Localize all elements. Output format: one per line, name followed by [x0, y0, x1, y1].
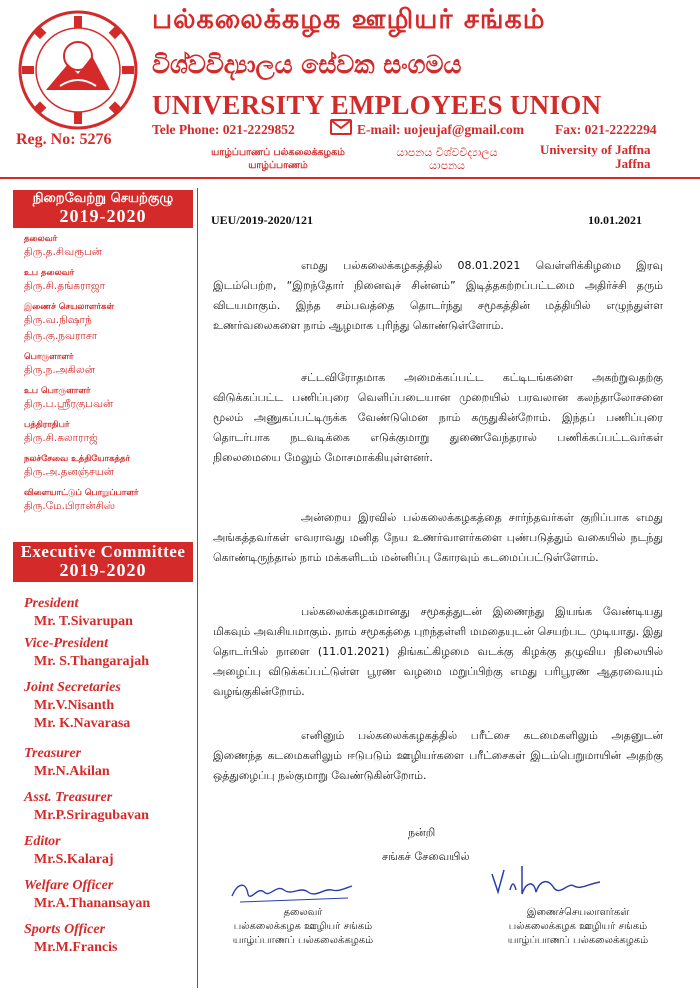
- english-role: Vice-President: [24, 636, 108, 651]
- tamil-name: திரு.வ.நிஷாந்: [24, 314, 92, 326]
- sidebar-divider: [197, 188, 198, 988]
- phone-number: Tele Phone: 021-2229852: [152, 122, 295, 137]
- english-name: Mr.P.Sriragubavan: [34, 808, 149, 823]
- union-logo: [14, 8, 142, 132]
- address-sinhala: යාපනය විශ්වවිද්‍යාලය යාපනය: [396, 146, 498, 172]
- english-name: Mr. K.Navarasa: [34, 716, 131, 731]
- fax-number: Fax: 021-2222294: [555, 122, 657, 137]
- english-role: President: [24, 596, 79, 611]
- english-name: Mr.V.Nisanth: [34, 698, 115, 713]
- sidebar-english-heading: Executive Committee 2019-2020: [13, 542, 193, 582]
- english-role: Editor: [24, 834, 61, 849]
- address-tamil: யாழ்ப்பாணப் பல்கலைக்கழகம் யாழ்ப்பாணம்: [211, 147, 345, 171]
- english-name: Mr. T.Sivarupan: [34, 614, 133, 629]
- letter-paragraph: பல்கலைக்கழகமானது சமூகத்துடன் இணைந்து இயங்க வேண்டியது மிகவும் அவசியமாகும். நாம் சமூகத்தை புறந்தள்ளி மமதையுடன் செயற்பட முடியாது. இது தொடர்பில் நாளை (11.01.2021) திங்கட்கிழமை வடக்கு கிழக்கு தழுவிய நிலையில் அழைப்பு விடுக்கப்பட்டுள்ள பூரண வழமை மறுப்பிற்கு எமது பரிபூரண ஆதரவையும் வழங்குகின்றோம்.: [213, 605, 663, 698]
- president-signature-block: தலைவர் பல்கலைக்கழக ஊழியர் சங்கம் யாழ்ப்பாணப் பல்கலைக்கழகம்: [232, 907, 374, 946]
- letter-paragraph: சட்டவிரோதமாக அமைக்கப்பட்ட கட்டிடங்களை அகற்றுவதற்கு விடுக்கப்பட்ட பணிப்புரை வெளிப்படையான முறையில் பரவலான கலந்தாலோசனை மூலம் அணுகப்பட்டிருக்க வேண்டுமென நாம் கருதுகின்றோம். இந்தப் பணிப்புரை தொடர்பாக நடவடிக்கை எடுக்குமாறு துணைவேந்தரால் பணிக்கப்பட்டவர்கள் நிலைமையை மேலும் மோசமாக்கியுள்ளனர்.: [213, 371, 663, 464]
- email-address: E-mail: uojeujaf@gmail.com: [357, 122, 525, 137]
- tamil-name: திரு.ந.அகிலன்: [24, 364, 95, 376]
- letter-paragraph: அன்றைய இரவில் பல்கலைக்கழகத்தை சார்ந்தவர்கள் குறிப்பாக எமது அங்கத்தவர்கள் எவராவது மனித நேய உணர்வாளர்களை புண்படுத்தும் வகையில் நடந்து கொண்டிருந்தால் நாம் மக்களிடம் மன்னிப்பு கோரவும் கடமைப்பட்டுள்ளோம்.: [213, 511, 663, 564]
- english-name: Mr.A.Thanansayan: [34, 896, 151, 911]
- tamil-name: திரு.அ.தனஞ்சயன்: [24, 466, 114, 478]
- english-name: Mr.S.Kalaraj: [34, 852, 114, 867]
- address-english: University of Jaffna Jaffna: [540, 142, 651, 171]
- english-role: Joint Secretaries: [24, 680, 121, 695]
- mail-icon: [330, 119, 352, 135]
- english-role: Treasurer: [24, 746, 82, 761]
- secretary-signature: [488, 862, 608, 902]
- english-name: Mr.N.Akilan: [34, 764, 110, 779]
- union-title-english: UNIVERSITY EMPLOYEES UNION: [152, 90, 602, 120]
- tamil-role: நலச்சேவை உத்தியோகத்தர்: [24, 454, 131, 464]
- english-role: Asst. Treasurer: [24, 790, 113, 805]
- tamil-name: திரு.ப.ஸ்ரீரகுபவன்: [24, 398, 114, 410]
- sidebar-tamil-heading: நிறைவேற்று செயற்குழு 2019-2020: [13, 190, 193, 228]
- tamil-name: திரு.சி.கலாராஜ்: [24, 432, 98, 444]
- english-name: Mr. S.Thangarajah: [34, 654, 150, 669]
- letter-thanks: நன்றி: [408, 826, 436, 839]
- reference-number: UEU/2019-2020/121: [211, 213, 313, 227]
- tamil-role: பத்திராதிபர்: [24, 420, 70, 430]
- tamil-role: உப பொருளாளர்: [24, 386, 91, 396]
- secretary-signature-block: இணைச்செயலாளர்கள் பல்கலைக்கழக ஊழியர் சங்கம் யாழ்ப்பாணப் பல்கலைக்கழகம்: [507, 907, 649, 946]
- union-title-tamil: பல்கலைக்கழக ஊழியர் சங்கம்: [152, 4, 546, 35]
- letter-paragraph: எமது பல்கலைக்கழகத்தில் 08.01.2021 வெள்ளிக்கிழமை இரவு இடம்பெற்ற, “இறந்தோர் நினைவுச் சின்னம்” இடித்தகற்றப்பட்டமை அதிர்ச்சி தரும் விடயமாகும். இந்த சம்பவத்தை தொடர்ந்து சமூகத்தின் மத்தியில் எழுந்துள்ள உணர்வலைகளை நாம் ஆழமாக புரிந்து கொண்டுள்ளோம்.: [213, 259, 663, 332]
- tamil-role: உப தலைவர்: [24, 268, 75, 278]
- letter-paragraph: எனினும் பல்கலைக்கழகத்தில் பரீட்சை கடமைகளிலும் அதனுடன் இணைந்த கடமைகளிலும் ஈடுபடும் ஊழியர்களை பரீட்சைகள் இடம்பெறுமாயின் அதற்கு ஒத்துழைப்பு நல்குமாறு வேண்டுகின்றோம்.: [213, 729, 663, 782]
- english-role: Sports Officer: [24, 922, 106, 937]
- tamil-name: திரு.சி.தங்கராஜா: [24, 280, 106, 292]
- letter-closing: சங்கச் சேவையில்: [382, 850, 470, 863]
- tamil-role: இணைச் செயலாளர்கள்: [24, 302, 115, 312]
- tamil-name: திரு.மே.பிரான்சிஸ்: [24, 500, 116, 512]
- union-title-sinhala: විශ්වවිද්‍යාලය සේවක සංගමය: [152, 50, 462, 79]
- president-signature: [228, 876, 358, 906]
- tamil-name: திரு.கு.நவராசா: [24, 330, 98, 342]
- tamil-role: விளையாட்டுப் பொறுப்பாளர்: [24, 488, 139, 498]
- header-divider: [0, 177, 700, 179]
- english-role: Welfare Officer: [24, 878, 114, 893]
- english-name: Mr.M.Francis: [34, 940, 118, 955]
- tamil-role: தலைவர்: [24, 234, 58, 244]
- tamil-name: திரு.த.சிவரூபன்: [24, 246, 102, 258]
- tamil-role: பொருளாளர்: [24, 352, 74, 362]
- registration-number: Reg. No: 5276: [16, 131, 112, 148]
- letter-date: 10.01.2021: [588, 213, 642, 227]
